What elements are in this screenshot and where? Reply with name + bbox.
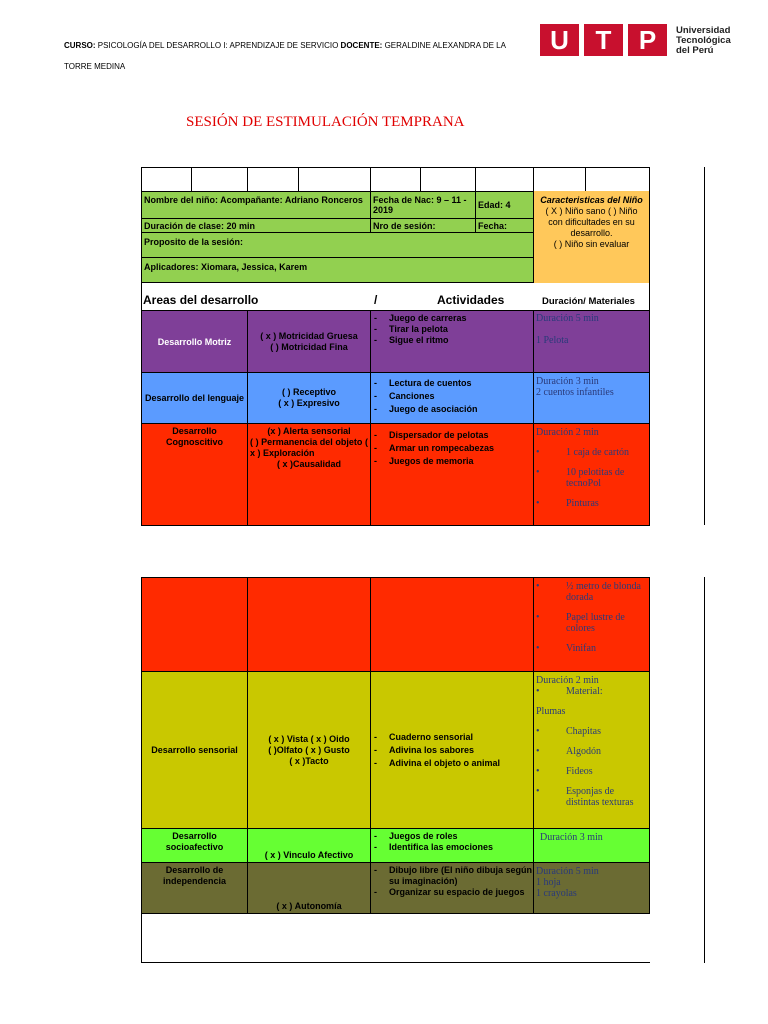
page-title: SESIÓN DE ESTIMULACIÓN TEMPRANA <box>186 114 465 130</box>
sensorial-material: • Algodón <box>536 746 647 757</box>
motriz-act: - Juego de carreras <box>371 313 533 324</box>
cognoscitivo-material: • Pinturas <box>536 498 647 509</box>
nro-sesion-cell: Nro de sesión: <box>370 218 476 233</box>
independencia-duration: Duración 5 min <box>536 866 599 877</box>
lenguaje-duration: Duración 3 min <box>536 376 599 387</box>
lenguaje-act: - Canciones <box>371 390 533 403</box>
independencia-material: 1 hoja <box>536 877 561 888</box>
sensorial-material: • Fideos <box>536 766 647 777</box>
docente-value: GERALDINE ALEXANDRA DE LA TORRE MEDINA <box>64 41 506 71</box>
aplicadores-cell: Aplicadores: Xiomara, Jessica, Karem <box>141 257 534 283</box>
lenguaje-item2: ( x ) Expresivo <box>278 398 340 408</box>
cognoscitivo-item1: (x ) Alerta sensorial <box>267 426 351 436</box>
fecha-nac-cell: Fecha de Nac: 9 – 11 - 2019 <box>370 191 476 219</box>
proposito-cell: Proposito de la sesión: <box>141 232 534 258</box>
socioafectivo-items: ( x ) Vinculo Afectivo <box>247 828 371 863</box>
motriz-items <box>247 310 371 373</box>
areas-header: Areas del desarrollo <box>143 293 259 307</box>
cognoscitivo-cont-area <box>141 577 248 672</box>
sensorial-duration: Duración 2 min <box>536 675 599 686</box>
motriz-acts <box>370 310 534 373</box>
sensorial-act: - Cuaderno sensorial <box>371 731 533 744</box>
socioafectivo-dur: Duración 3 min <box>533 828 650 863</box>
cognoscitivo-material: • 10 pelotitas de tecnoPol <box>536 467 647 489</box>
cognoscitivo-cont-material: • Vinifan <box>536 643 647 654</box>
curso-value: PSICOLOGÍA DEL DESARROLLO I: APRENDIZAJE DE SERVICIO <box>97 41 339 50</box>
cognoscitivo-duration: Duración 2 min <box>536 427 599 438</box>
independencia-act-list <box>371 865 533 898</box>
sensorial-item2: ( )Olfato ( x ) Gusto <box>268 745 350 755</box>
lenguaje-act: - Juego de asociación <box>371 403 533 416</box>
socioafectivo-act: - Juegos de roles <box>371 831 533 842</box>
motriz-duration: Duración 5 min <box>536 313 599 324</box>
motriz-act: - Tirar la pelota <box>371 324 533 335</box>
socioafectivo-act-list <box>371 831 533 853</box>
cognoscitivo-cont-items <box>247 577 371 672</box>
motriz-area: Desarrollo Motriz <box>141 310 248 373</box>
sensorial-material: Plumas <box>536 706 566 717</box>
independencia-act: - Organizar su espacio de juegos <box>371 887 533 898</box>
cognoscitivo-act-list <box>371 429 533 468</box>
sensorial-material: • Chapitas <box>536 726 647 737</box>
lenguaje-act-list <box>371 377 533 416</box>
socioafectivo-acts <box>370 828 534 863</box>
independencia-area: Desarrollo de independencia <box>141 862 248 914</box>
lenguaje-dur <box>533 372 650 424</box>
sensorial-area: Desarrollo sensorial <box>141 671 248 829</box>
docente-label: DOCENTE: <box>340 41 383 50</box>
cognoscitivo-item2: ( ) Permanencia del objeto ( x ) Exploración <box>250 437 368 458</box>
sensorial-dur <box>533 671 650 829</box>
motriz-act: - Sigue el ritmo <box>371 335 533 346</box>
independencia-acts <box>370 862 534 914</box>
cognoscitivo-item3: ( x )Causalidad <box>276 459 341 469</box>
cognoscitivo-dur <box>533 423 650 526</box>
independencia-dur <box>533 862 650 914</box>
logo-line1: Universidad <box>676 25 731 36</box>
caracteristicas-body: ( X ) Niño sano ( ) Niño con dificultades en su desarrollo. <box>545 206 638 238</box>
lenguaje-material: 2 cuentos infantiles <box>536 387 614 398</box>
caracteristicas-cell <box>534 191 649 283</box>
cognoscitivo-material: • 1 caja de cartón <box>536 447 647 458</box>
cognoscitivo-items <box>247 423 371 526</box>
duracion-header: Duración/ Materiales <box>542 296 635 307</box>
cognoscitivo-act: - Dispersador de pelotas <box>371 429 533 442</box>
caracteristicas-last: ( ) Niño sin evaluar <box>553 239 630 249</box>
slash-header: / <box>374 293 378 307</box>
duracion-clase-cell: Duración de clase: 20 min <box>141 218 371 233</box>
fecha-cell: Fecha: <box>475 218 534 233</box>
course-header <box>64 35 524 77</box>
logo-letter-p: P <box>628 24 667 56</box>
independencia-items: ( x ) Autonomía <box>247 862 371 914</box>
sensorial-items <box>247 671 371 829</box>
sensorial-act: - Adivina el objeto o animal <box>371 757 533 770</box>
motriz-material: 1 Pelota <box>536 335 569 346</box>
cognoscitivo-acts <box>370 423 534 526</box>
cognoscitivo-cont-material: • Papel lustre de colores <box>536 612 647 634</box>
cognoscitivo-act: - Juegos de memoria <box>371 455 533 468</box>
socioafectivo-area: Desarrollo socioafectivo <box>141 828 248 863</box>
utp-logo <box>540 24 740 56</box>
curso-label: CURSO: <box>64 41 96 50</box>
socioafectivo-act: - Identifica las emociones <box>371 842 533 853</box>
sensorial-act: - Adivina los sabores <box>371 744 533 757</box>
cognoscitivo-cont-acts <box>370 577 534 672</box>
logo-letter-t: T <box>584 24 623 56</box>
independencia-material: 1 crayolas <box>536 888 577 899</box>
edad-cell: Edad: 4 <box>475 191 534 219</box>
nombre-cell: Nombre del niño: Acompañante: Adriano Ronceros <box>141 191 371 219</box>
independencia-act: - Dibujo libre (El niño dibuja según su imaginación) <box>371 865 533 887</box>
lenguaje-act: - Lectura de cuentos <box>371 377 533 390</box>
motriz-item2: ( ) Motricidad Fina <box>270 342 348 352</box>
sensorial-material: • Esponjas de distintas texturas <box>536 786 647 808</box>
sensorial-material-label: • Material: <box>536 686 647 697</box>
logo-letter-u: U <box>540 24 579 56</box>
sensorial-acts <box>370 671 534 829</box>
cognoscitivo-cont-material: • ½ metro de blonda dorada <box>536 581 647 603</box>
sensorial-item1: ( x ) Vista ( x ) Oido <box>268 734 350 744</box>
logo-line2: Tecnológica <box>676 35 731 46</box>
motriz-item1: ( x ) Motricidad Gruesa <box>260 331 358 341</box>
logo-university-name <box>676 26 731 56</box>
lenguaje-acts <box>370 372 534 424</box>
lenguaje-items <box>247 372 371 424</box>
logo-line3: del Perú <box>676 45 714 56</box>
sensorial-item3: ( x )Tacto <box>289 756 329 766</box>
actividades-header: Actividades <box>437 293 505 307</box>
cognoscitivo-cont-mats <box>533 577 650 672</box>
lenguaje-area: Desarrollo del lenguaje <box>141 372 248 424</box>
motriz-dur <box>533 310 650 373</box>
lenguaje-item1: ( ) Receptivo <box>281 387 336 397</box>
cognoscitivo-area: Desarrollo Cognoscitivo <box>141 423 248 526</box>
cognoscitivo-act: - Armar un rompecabezas <box>371 442 533 455</box>
caracteristicas-title: Caracteristicas del Niño <box>540 195 643 205</box>
motriz-act-list <box>371 313 533 346</box>
sensorial-act-list <box>371 731 533 770</box>
